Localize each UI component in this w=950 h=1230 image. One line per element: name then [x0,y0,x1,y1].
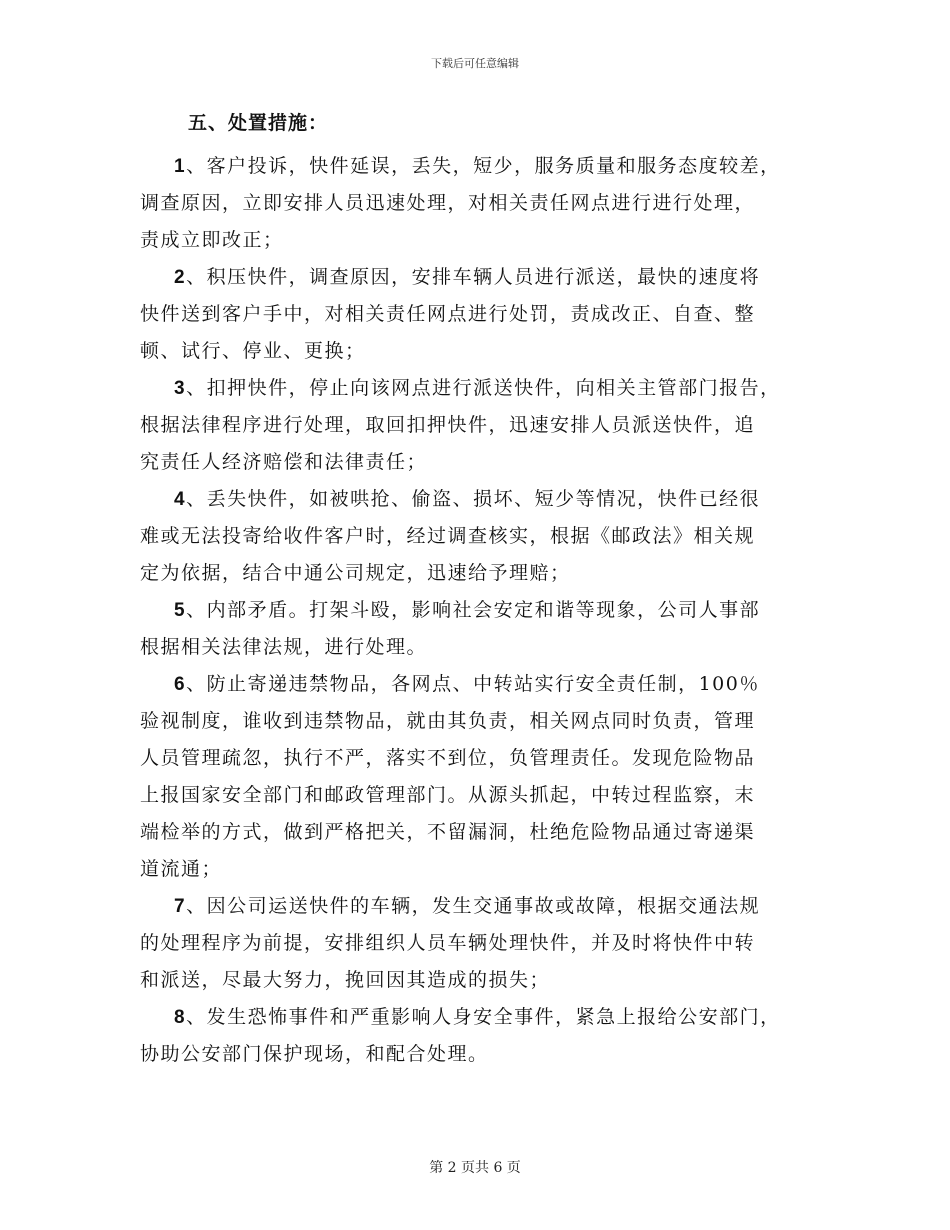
line-text: 协助公安部门保护现场，和配合处理。 [140,1043,489,1065]
line-text: 责成立即改正； [140,229,284,251]
page-footer: 第 2 页共 6 页 [429,1160,521,1176]
measure-line [140,777,820,814]
measure-line [140,925,820,962]
line-text: 顿、试行、停业、更换； [140,340,366,362]
line-text: 定为依据，结合中通公司规定，迅速给予理赔； [140,562,571,584]
measure-line [140,962,820,999]
measure-line [140,148,820,185]
measure-line [140,592,820,629]
measure-item [140,592,820,666]
line-text: 、客户投诉，快件延误，丢失，短少，服务质量和服务态度较差， [186,155,781,177]
measure-line [140,185,820,222]
line-text: 、积压快件，调查原因，安排车辆人员进行派送，最快的速度将 [186,266,761,288]
measure-item [140,370,820,481]
measure-item [140,888,820,999]
line-text: 根据法律程序进行处理，取回扣押快件，迅速安排人员派送快件，追 [140,414,756,436]
line-text: 、发生恐怖事件和严重影响人身安全事件，紧急上报给公安部门， [186,1006,781,1028]
item-number: 7 [174,896,187,917]
item-number: 5 [174,600,187,621]
measure-line [140,814,820,851]
line-text: 快件送到客户手中，对相关责任网点进行处罚，责成改正、自查、整 [140,303,756,325]
measure-line [140,666,820,703]
measure-line [140,370,820,407]
line-text: 、扣押快件，停止向该网点进行派送快件，向相关主管部门报告， [186,377,781,399]
measure-line [140,703,820,740]
measure-item [140,148,820,259]
line-text: 端检举的方式，做到严格把关，不留漏洞，杜绝危险物品通过寄递渠 [140,821,756,843]
measure-line [140,518,820,555]
line-text: 根据相关法律法规，进行处理。 [140,636,428,658]
measure-line [140,222,820,259]
measure-item [140,666,820,888]
line-text: 调查原因，立即安排人员迅速处理，对相关责任网点进行进行处理， [140,192,756,214]
measure-line [140,407,820,444]
line-text: 和派送，尽最大努力，挽回因其造成的损失； [140,969,551,991]
measure-line [140,740,820,777]
line-text: 、内部矛盾。打架斗殴，影响社会安定和谐等现象，公司人事部 [186,599,761,621]
measure-line [140,481,820,518]
measure-line [140,259,820,296]
item-number: 6 [174,674,187,695]
line-text: 验视制度，谁收到违禁物品，就由其负责，相关网点同时负责，管理 [140,710,756,732]
measure-list [140,148,820,1073]
item-number: 3 [174,378,187,399]
measure-line [140,629,820,666]
item-number: 1 [174,156,187,177]
line-text: 的处理程序为前提，安排组织人员车辆处理快件，并及时将快件中转 [140,932,756,954]
line-text: 道流通； [140,858,223,880]
measure-item [140,999,820,1073]
line-text: 上报国家安全部门和邮政管理部门。从源头抓起，中转过程监察，末 [140,784,756,806]
measure-line [140,1036,820,1073]
line-text: 、丢失快件，如被哄抢、偷盗、损坏、短少等情况，快件已经很 [186,488,761,510]
measure-line [140,296,820,333]
section-heading: 五、处置措施： [188,112,329,134]
item-number: 2 [174,267,187,288]
line-text: 、防止寄递违禁物品，各网点、中转站实行安全责任制，100％ [186,673,760,695]
measure-line [140,851,820,888]
measure-item [140,259,820,370]
page-header: 下载后可任意编辑 [431,57,519,70]
line-text: 、因公司运送快件的车辆，发生交通事故或故障，根据交通法规 [186,895,761,917]
section-content [140,110,820,1073]
item-number: 8 [174,1007,187,1028]
item-number: 4 [174,489,187,510]
measure-line [140,444,820,481]
measure-item [140,481,820,592]
line-text: 人员管理疏忽，执行不严，落实不到位，负管理责任。发现危险物品 [140,747,756,769]
measure-line [140,555,820,592]
measure-line [140,333,820,370]
measure-line [140,999,820,1036]
measure-line [140,888,820,925]
line-text: 究责任人经济赔偿和法律责任； [140,451,428,473]
line-text: 难或无法投寄给收件客户时，经过调查核实，根据《邮政法》相关规 [140,525,756,547]
